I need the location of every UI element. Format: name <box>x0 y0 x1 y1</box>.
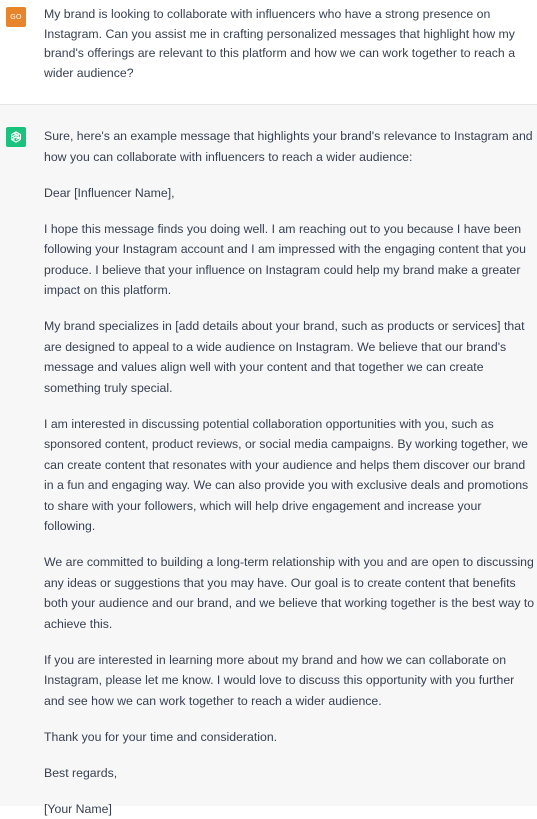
assistant-paragraph: We are committed to building a long-term relationship with you and are open to discussing any ideas or suggestions that you may have. Our goal is to create content that benefits both your audience and our brand, and we believe that working together is the best way to achieve this. <box>44 552 535 634</box>
openai-logo-icon <box>6 127 26 147</box>
assistant-paragraph: My brand specializes in [add details about your brand, such as products or services] that are designed to appeal to a wide audience on Instagram. We believe that our brand's message and values align well with your content and that together we can create something truly special. <box>44 316 535 398</box>
user-message-text: My brand is looking to collaborate with influencers who have a strong presence on Instagram. Can you assist me in crafting personalized messages that highlight how my brand's offerings are relevant to this platform and how we can work together to reach a wider audience? <box>44 5 535 83</box>
assistant-message-text <box>44 126 535 819</box>
assistant-paragraph: Dear [Influencer Name], <box>44 183 535 204</box>
user-avatar: GO <box>6 7 26 27</box>
assistant-message-row <box>0 105 537 806</box>
assistant-paragraph: If you are interested in learning more about my brand and how we can collaborate on Instagram, please let me know. I would love to discuss this opportunity with you further and see how we can work together to reach a wider audience. <box>44 650 535 712</box>
assistant-paragraph: I hope this message finds you doing well. I am reaching out to you because I have been following your Instagram account and I am impressed with the engaging content that you produce. I believe that your influence on Instagram could help my brand make a greater impact on this platform. <box>44 219 535 301</box>
assistant-paragraph: Thank you for your time and consideration. <box>44 727 535 748</box>
assistant-paragraph: Best regards, <box>44 763 535 784</box>
user-message-row <box>0 0 537 105</box>
assistant-paragraph: Sure, here's an example message that highlights your brand's relevance to Instagram and how you can collaborate with influencers to reach a wider audience: <box>44 126 535 167</box>
assistant-paragraph: I am interested in discussing potential collaboration opportunities with you, such as sponsored content, product reviews, or social media campaigns. By working together, we can create content that resonates with your audience and helps them discover our brand in a fun and engaging way. We can also provide you with exclusive deals and promotions to share with your followers, which will help drive engagement and increase your following. <box>44 414 535 537</box>
assistant-paragraph: [Your Name] <box>44 799 535 819</box>
